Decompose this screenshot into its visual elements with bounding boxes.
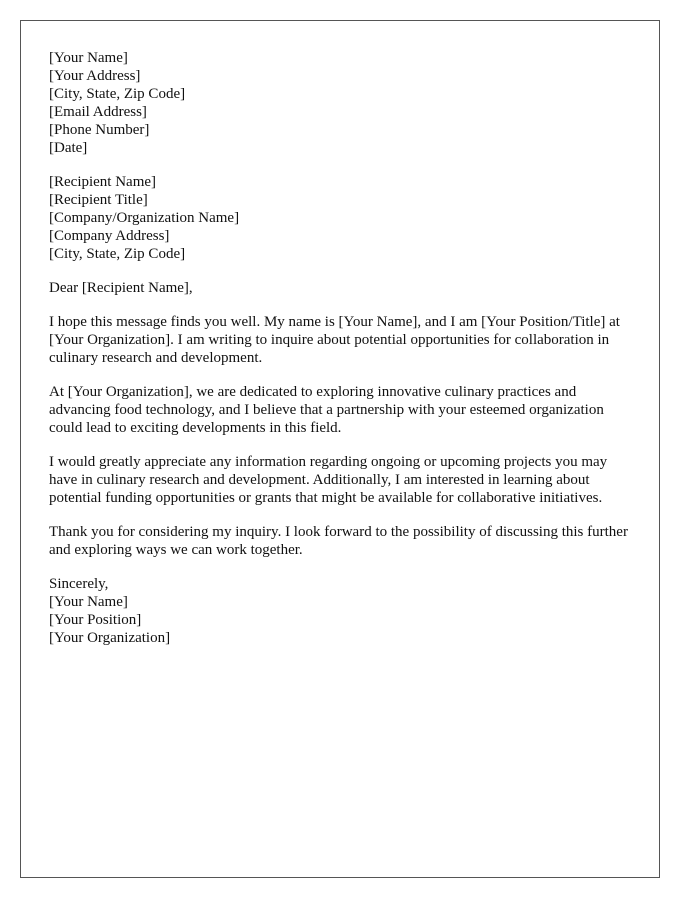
closing-position: [Your Position] bbox=[49, 612, 142, 628]
valediction: Sincerely, bbox=[49, 576, 109, 592]
closing-block bbox=[49, 575, 639, 647]
recipient-block bbox=[49, 173, 639, 263]
body-paragraph-2: At [Your Organization], we are dedicated to exploring innovative culinary practices and advancing food technology, and I believe that a partnership with your esteemed organization could lead to exciting developments in this field. bbox=[49, 384, 604, 436]
recipient-company: [Company/Organization Name] bbox=[49, 210, 240, 226]
letter-body bbox=[49, 49, 639, 663]
sender-address: [Your Address] bbox=[49, 68, 141, 84]
closing-name: [Your Name] bbox=[49, 594, 128, 610]
sender-block bbox=[49, 49, 639, 157]
recipient-address: [Company Address] bbox=[49, 228, 170, 244]
recipient-city-state-zip: [City, State, Zip Code] bbox=[49, 246, 186, 262]
recipient-title: [Recipient Title] bbox=[49, 192, 148, 208]
body-paragraph-4: Thank you for considering my inquiry. I look forward to the possibility of discussing this further and exploring ways we can work together. bbox=[49, 524, 628, 558]
recipient-name: [Recipient Name] bbox=[49, 174, 157, 190]
body-paragraph-1: I hope this message finds you well. My name is [Your Name], and I am [Your Position/Title] at [Your Organization]. I am writing to inquire about potential opportunities for collaboration in culinary research and development. bbox=[49, 314, 620, 366]
sender-phone: [Phone Number] bbox=[49, 122, 150, 138]
letter-date: [Date] bbox=[49, 140, 88, 156]
sender-city-state-zip: [City, State, Zip Code] bbox=[49, 86, 186, 102]
salutation: Dear [Recipient Name], bbox=[49, 280, 193, 296]
body-paragraph-3: I would greatly appreciate any information regarding ongoing or upcoming projects you may have in culinary research and development. Additionally, I am interested in learning about potential funding opportunities or grants that might be available for collaborative initiatives. bbox=[49, 454, 608, 506]
closing-organization: [Your Organization] bbox=[49, 630, 171, 646]
sender-name: [Your Name] bbox=[49, 50, 128, 66]
sender-email: [Email Address] bbox=[49, 104, 147, 120]
letter-page bbox=[20, 20, 660, 878]
